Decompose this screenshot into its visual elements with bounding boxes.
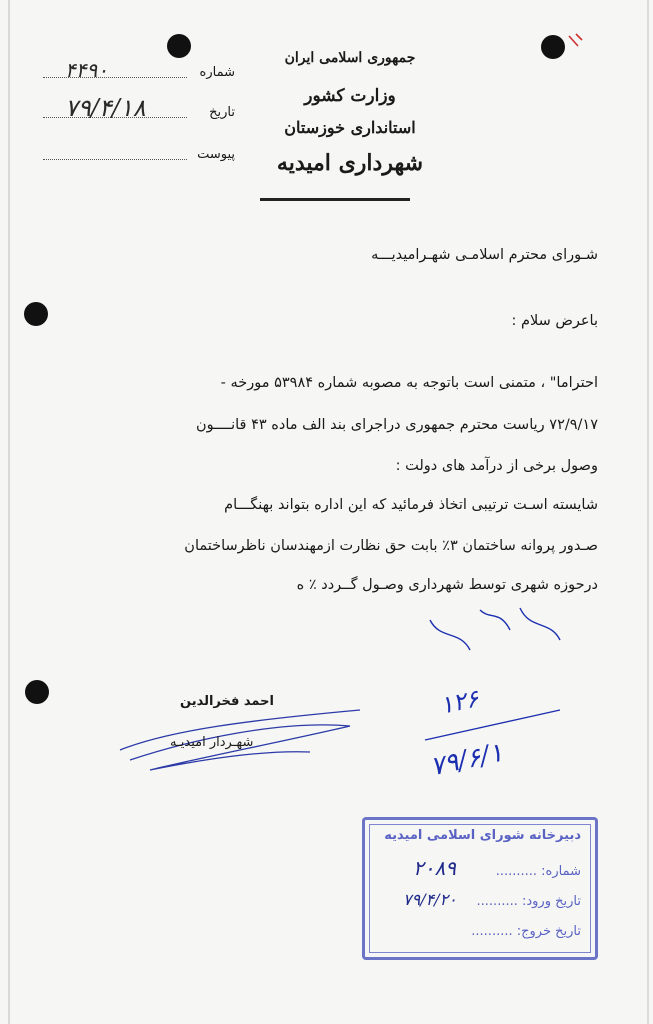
- meta-attachment-row: [35, 138, 235, 166]
- meta-number-row: [35, 56, 235, 84]
- stamp-entry-label: تاریخ ورود: ..........: [476, 894, 581, 909]
- header-ministry: وزارت کشور: [304, 86, 396, 106]
- letter-addressee: شـورای محترم اسلامـی شهـرامیدیـــه: [371, 247, 598, 263]
- meta-number-label: شماره: [199, 65, 235, 80]
- letter-body-line: ۷۲/۹/۱۷ ریاست محترم جمهوری دراجرای بند الف ماده ۴۳ قانــــون: [195, 417, 598, 433]
- letter-body-line: احتراما" ، متمنی است باتوجه به مصوبه شماره ۵۳۹۸۴ مورخه -: [220, 375, 598, 391]
- punch-hole: [167, 34, 191, 58]
- letter-body-line: صـدور پروانه ساختمان ۳٪ بابت حق نظارت ازمهندسان ناظرساختمان: [184, 538, 598, 554]
- corner-check-mark-icon: [566, 30, 588, 52]
- page-edge-right: [647, 0, 649, 1024]
- meta-number-value: ۴۴۹۰: [65, 58, 108, 82]
- page-edge-left: [8, 0, 10, 1024]
- meta-attachment-label: پیوست: [197, 147, 235, 162]
- meta-attachment-line: [43, 159, 187, 160]
- council-secretariat-stamp: [362, 817, 598, 960]
- stamp-number-value: ۲۰۸۹: [413, 856, 456, 880]
- meta-date-label: تاریخ: [209, 105, 235, 120]
- handwritten-date: ۷۹/۶/۱: [427, 737, 506, 783]
- header-divider: [260, 198, 410, 201]
- punch-hole: [541, 35, 565, 59]
- header-republic: جمهوری اسلامی ایران: [284, 50, 416, 66]
- header-municipality: شهرداری امیدیه: [276, 150, 424, 176]
- letter-body-line: وصول برخی از درآمد های دولت :: [395, 458, 598, 474]
- stamp-title: دبیرخانه شورای اسلامی امیدیه: [384, 828, 581, 843]
- letter-body-line: شایسته اسـت ترتیبی اتخاذ فرمائید که این اداره بتواند بهنگـــام: [224, 497, 598, 513]
- stamp-number-label: شماره: ..........: [495, 864, 581, 879]
- letter-greeting: باعرض سلام :: [511, 313, 598, 329]
- signatory-name: احمد فخرالدین: [180, 694, 274, 709]
- punch-hole: [25, 680, 49, 704]
- letter-body-line: درحوزه شهری توسط شهرداری وصـول گــردد ٪ ه: [296, 577, 598, 593]
- stamp-entry-value: ۷۹/۴/۲۰: [403, 890, 457, 909]
- punch-hole: [24, 302, 48, 326]
- handwritten-note: ۱۲۶: [437, 684, 482, 720]
- meta-date-value: ۷۹/۴/۱۸: [65, 94, 146, 122]
- stamp-exit-label: تاریخ خروج: ..........: [471, 924, 581, 939]
- header-governorate: استانداری خوزستان: [284, 118, 416, 137]
- signatory-title: شهـردار امیدیـه: [170, 735, 254, 750]
- meta-date-row: [35, 96, 235, 124]
